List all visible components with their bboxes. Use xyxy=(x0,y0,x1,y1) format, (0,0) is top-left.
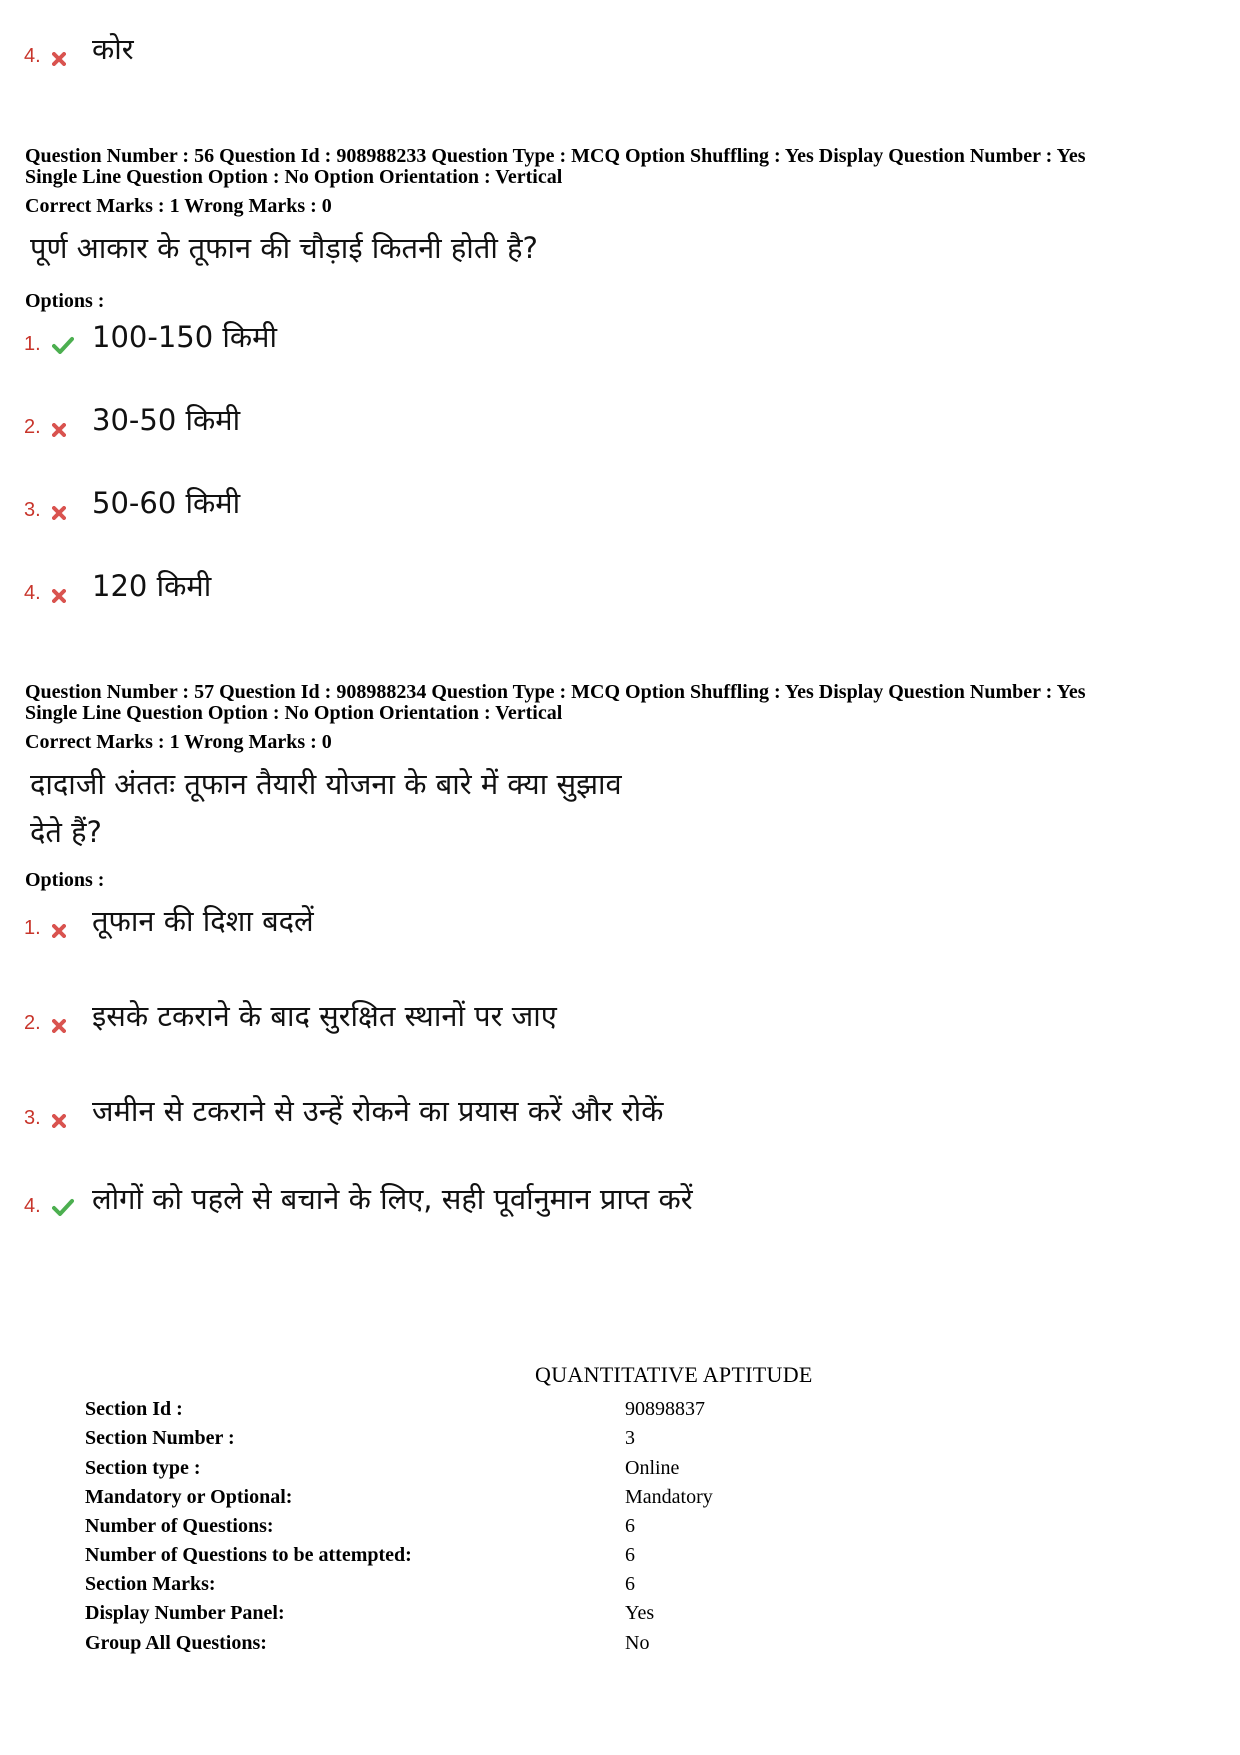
wrong-icon xyxy=(52,44,78,66)
wrong-icon xyxy=(52,581,78,603)
question-meta: Single Line Question Option : No Option Orientation : Vertical xyxy=(25,166,563,188)
section-info-value: 90898837 xyxy=(625,1398,705,1420)
section-info-key: Group All Questions: xyxy=(85,1632,267,1654)
option-number: 4. xyxy=(24,1194,41,1217)
question-meta: Question Number : 56 Question Id : 908988233 Question Type : MCQ Option Shuffling : Yes Display Question Number : Yes xyxy=(25,145,1086,167)
option-row xyxy=(24,322,277,354)
option-number: 2. xyxy=(24,415,41,438)
option-text: तूफान की दिशा बदलें xyxy=(92,904,314,938)
option-number: 3. xyxy=(24,1106,41,1129)
option-number: 1. xyxy=(24,916,41,939)
option-row xyxy=(24,1184,693,1216)
option-text: इसके टकराने के बाद सुरक्षित स्थानों पर जाए xyxy=(92,999,557,1033)
wrong-icon xyxy=(52,498,78,520)
question-text-line: दादाजी अंततः तूफान तैयारी योजना के बारे में क्या सुझाव xyxy=(30,767,622,801)
section-info-value: Mandatory xyxy=(625,1486,713,1508)
section-info-row xyxy=(85,1486,713,1508)
section-info-value: 3 xyxy=(625,1427,635,1449)
section-info-key: Display Number Panel: xyxy=(85,1602,285,1624)
section-info-value: 6 xyxy=(625,1573,635,1595)
option-text: जमीन से टकराने से उन्हें रोकने का प्रयास करें और रोकें xyxy=(92,1094,664,1128)
option-number: 1. xyxy=(24,332,41,355)
section-title: QUANTITATIVE APTITUDE xyxy=(535,1362,813,1387)
section-info-key: Section Marks: xyxy=(85,1573,216,1595)
correct-icon xyxy=(52,332,78,354)
section-info-row xyxy=(85,1457,679,1479)
section-info-row xyxy=(85,1398,705,1420)
section-info-key: Mandatory or Optional: xyxy=(85,1486,293,1508)
question-meta: Single Line Question Option : No Option Orientation : Vertical xyxy=(25,702,563,724)
option-number: 3. xyxy=(24,498,41,521)
wrong-icon xyxy=(52,1011,78,1033)
option-number: 4. xyxy=(24,44,41,67)
section-info-row xyxy=(85,1632,649,1654)
wrong-icon xyxy=(52,916,78,938)
wrong-icon xyxy=(52,415,78,437)
option-row xyxy=(24,1001,557,1033)
option-row xyxy=(24,405,240,437)
section-info-key: Number of Questions to be attempted: xyxy=(85,1544,412,1566)
option-row xyxy=(24,1096,663,1128)
wrong-icon xyxy=(52,1106,78,1128)
option-text: 100-150 किमी xyxy=(92,320,278,354)
section-info-value: Online xyxy=(625,1457,680,1479)
option-number: 2. xyxy=(24,1011,41,1034)
section-info-value: 6 xyxy=(625,1544,635,1566)
question-text: पूर्ण आकार के तूफान की चौड़ाई कितनी होती है? xyxy=(30,231,538,265)
section-info-row xyxy=(85,1573,635,1595)
options-label: Options : xyxy=(25,869,105,891)
section-info-key: Section Id : xyxy=(85,1398,183,1420)
option-row xyxy=(24,571,211,603)
correct-icon xyxy=(52,1194,78,1216)
section-info-row xyxy=(85,1602,654,1624)
section-info-row xyxy=(85,1515,635,1537)
section-info-key: Section Number : xyxy=(85,1427,235,1449)
section-info-value: No xyxy=(625,1632,650,1654)
option-row xyxy=(24,34,134,66)
marks-line: Correct Marks : 1 Wrong Marks : 0 xyxy=(25,195,332,217)
marks-line: Correct Marks : 1 Wrong Marks : 0 xyxy=(25,731,332,753)
option-text: लोगों को पहले से बचाने के लिए, सही पूर्वानुमान प्राप्त करें xyxy=(92,1182,693,1216)
section-info-row xyxy=(85,1427,635,1449)
option-row xyxy=(24,488,240,520)
section-info-key: Section type : xyxy=(85,1457,201,1479)
option-text: 30-50 किमी xyxy=(92,403,241,437)
option-text: कोर xyxy=(92,32,134,66)
section-info-value: 6 xyxy=(625,1515,635,1537)
section-info-key: Number of Questions: xyxy=(85,1515,274,1537)
option-text: 120 किमी xyxy=(92,569,212,603)
section-info-row xyxy=(85,1544,635,1566)
option-number: 4. xyxy=(24,581,41,604)
question-text-line: देते हैं? xyxy=(30,815,102,849)
option-text: 50-60 किमी xyxy=(92,486,241,520)
question-meta: Question Number : 57 Question Id : 908988234 Question Type : MCQ Option Shuffling : Yes Display Question Number : Yes xyxy=(25,681,1086,703)
section-info-value: Yes xyxy=(625,1602,655,1624)
options-label: Options : xyxy=(25,290,105,312)
option-row xyxy=(24,906,314,938)
